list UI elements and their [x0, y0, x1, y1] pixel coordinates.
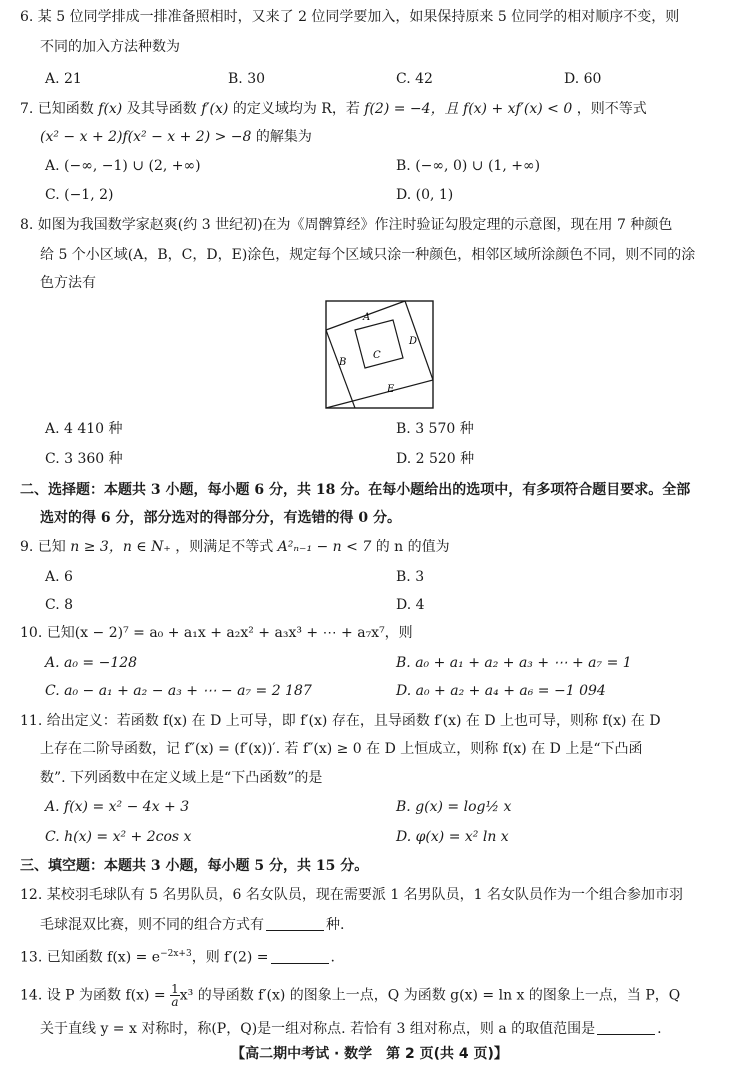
q7-post: ，则不等式	[576, 101, 647, 117]
q14-line2-post: .	[657, 1021, 662, 1037]
q7-pre: 7. 已知函数	[20, 101, 94, 117]
q9-text	[20, 538, 450, 556]
section3-line1: 三、填空题：本题共 3 小题，每小题 5 分，共 15 分。	[20, 858, 369, 874]
q9-expr: A²ₙ₋₁ − n < 7	[277, 539, 372, 555]
label-b: B	[339, 357, 347, 368]
q13-text	[20, 945, 335, 967]
q11-line3: 数”. 下列函数中在定义域上是“下凸函数”的是	[40, 770, 323, 786]
q7-mid2: 的定义域均为 R，若	[232, 101, 360, 117]
q9-option-b: B. 3	[396, 569, 425, 585]
q10-option-c: C. a₀ − a₁ + a₂ − a₃ + ⋯ − a₇ = 2 187	[45, 683, 312, 699]
label-a: A	[363, 312, 371, 323]
q9-option-d: D. 4	[396, 597, 425, 613]
q6-line2: 不同的加入方法种数为	[40, 39, 180, 55]
q10-option-a: A. a₀ = −128	[45, 655, 138, 671]
q6-line1: 6. 某 5 位同学排成一排准备照相时，又来了 2 位同学要加入，如果保持原来 5 位同学的相对顺序不变，则	[20, 9, 680, 25]
q7-line2-post: 的解集为	[255, 129, 312, 145]
divider-bottom	[326, 380, 433, 408]
q7-fp: f′(x)	[201, 101, 229, 117]
q9-option-a: A. 6	[45, 569, 73, 585]
q12-line1: 12. 某校羽毛球队有 5 名男队员，6 名女队员，现在需要派 1 名男队员，1 名女队员作为一个组合参加市羽	[20, 887, 684, 903]
q9-pre: 9. 已知	[20, 539, 66, 555]
q12-line2	[40, 916, 344, 934]
q8-line2: 给 5 个小区域(A，B，C，D，E)涂色，规定每个区域只涂一种颜色，相邻区域所涂颜色不同，则不同的涂	[40, 247, 696, 263]
q7-option-a: A. (−∞, −1) ∪ (2, +∞)	[45, 158, 201, 174]
q7-line2	[40, 128, 312, 146]
q7-mid: 及其导函数	[126, 101, 197, 117]
q14-line1	[20, 983, 680, 1008]
q7-option-c: C. (−1, 2)	[45, 187, 114, 203]
label-c: C	[373, 350, 381, 361]
q14-line2-pre: 关于直线 y = x 对称时，称(P，Q)是一组对称点. 若恰有 3 组对称点，则 a 的取值范围是	[40, 1021, 596, 1037]
q10-text: 10. 已知(x − 2)⁷ = a₀ + a₁x + a₂x² + a₃x³ + ⋯ + a₇x⁷，则	[20, 625, 413, 641]
q8-line1: 8. 如图为我国数学家赵爽(约 3 世纪初)在为《周髀算经》作注时验证勾股定理的示意图，现在用 7 种颜色	[20, 217, 673, 233]
q7-cond: f(2) = −4，且 f(x) + xf′(x) < 0	[364, 101, 573, 117]
q7-expr: (x² − x + 2)f(x² − x + 2) > −8	[40, 129, 252, 145]
page-footer: 【高二期中考试 · 数学 第 2 页(共 4 页)】	[231, 1046, 508, 1062]
q14-frac-den: a	[171, 995, 179, 1009]
q6-option-b: B. 30	[228, 71, 266, 87]
q9-mid: ，则满足不等式	[175, 539, 274, 555]
q6-option-c: C. 42	[396, 71, 433, 87]
q14-post: x³ 的导函数 f′(x) 的图象上一点，Q 为函数 g(x) = ln x 的图象上一点，当 P，Q	[179, 987, 681, 1004]
q11-option-c: C. h(x) = x² + 2cos x	[45, 829, 192, 845]
q10-option-b: B. a₀ + a₁ + a₂ + a₃ + ⋯ + a₇ = 1	[396, 655, 632, 671]
q6-option-d: D. 60	[564, 71, 602, 87]
q13-answer-blank[interactable]	[271, 949, 329, 964]
q8-option-c: C. 3 360 种	[45, 451, 123, 467]
section2-line1: 二、选择题：本题共 3 小题，每小题 6 分，共 18 分。在每小题给出的选项中，有多项符合题目要求。全部	[20, 482, 691, 498]
q6-option-a: A. 21	[45, 71, 82, 87]
q12-answer-blank[interactable]	[266, 916, 324, 931]
label-e: E	[387, 384, 395, 395]
q14-pre: 14. 设 P 为函数 f(x) =	[20, 987, 166, 1004]
q14-fraction	[170, 983, 180, 1008]
q9-post: 的 n 的值为	[375, 539, 450, 555]
q9-cond: n ≥ 3，n ∈ N₊	[70, 539, 171, 555]
divider-left	[326, 330, 355, 408]
zhao-shuang-diagram	[325, 300, 435, 410]
q11-line2: 上存在二阶导函数，记 f″(x) = (f′(x))′. 若 f″(x) ≥ 0 在 D 上恒成立，则称 f(x) 在 D 上是“下凸函	[40, 741, 643, 757]
q13-exp: −2x+3	[160, 949, 192, 959]
q8-option-b: B. 3 570 种	[396, 421, 474, 437]
q14-answer-blank[interactable]	[597, 1020, 655, 1035]
q13-mid: ，则 f′(2) =	[191, 949, 269, 966]
section2-line2: 选对的得 6 分，部分选对的得部分分，有选错的得 0 分。	[40, 510, 401, 526]
q7-option-d: D. (0, 1)	[396, 187, 454, 203]
q11-option-b: B. g(x) = log½ x	[396, 799, 512, 815]
q14-line2	[40, 1020, 662, 1038]
q7-f: f(x)	[98, 101, 123, 117]
q14-frac-num: 1	[171, 982, 179, 996]
q13-pre: 13. 已知函数 f(x) = e	[20, 949, 161, 966]
q12-post: 种.	[326, 917, 345, 933]
label-d: D	[409, 336, 418, 347]
q11-option-d: D. φ(x) = x² ln x	[396, 829, 509, 845]
q8-option-a: A. 4 410 种	[45, 421, 123, 437]
q7-line1	[20, 100, 647, 118]
q7-option-b: B. (−∞, 0) ∪ (1, +∞)	[396, 158, 541, 174]
q11-option-a: A. f(x) = x² − 4x + 3	[45, 799, 190, 815]
q12-pre: 毛球混双比赛，则不同的组合方式有	[40, 917, 264, 933]
q8-option-d: D. 2 520 种	[396, 451, 475, 467]
q11-line1: 11. 给出定义：若函数 f(x) 在 D 上可导，即 f′(x) 存在，且导函数 f′(x) 在 D 上也可导，则称 f(x) 在 D	[20, 713, 661, 729]
q10-option-d: D. a₀ + a₂ + a₄ + a₆ = −1 094	[396, 683, 606, 699]
q9-option-c: C. 8	[45, 597, 74, 613]
q8-line3: 色方法有	[40, 275, 96, 291]
q13-post: .	[330, 949, 335, 966]
